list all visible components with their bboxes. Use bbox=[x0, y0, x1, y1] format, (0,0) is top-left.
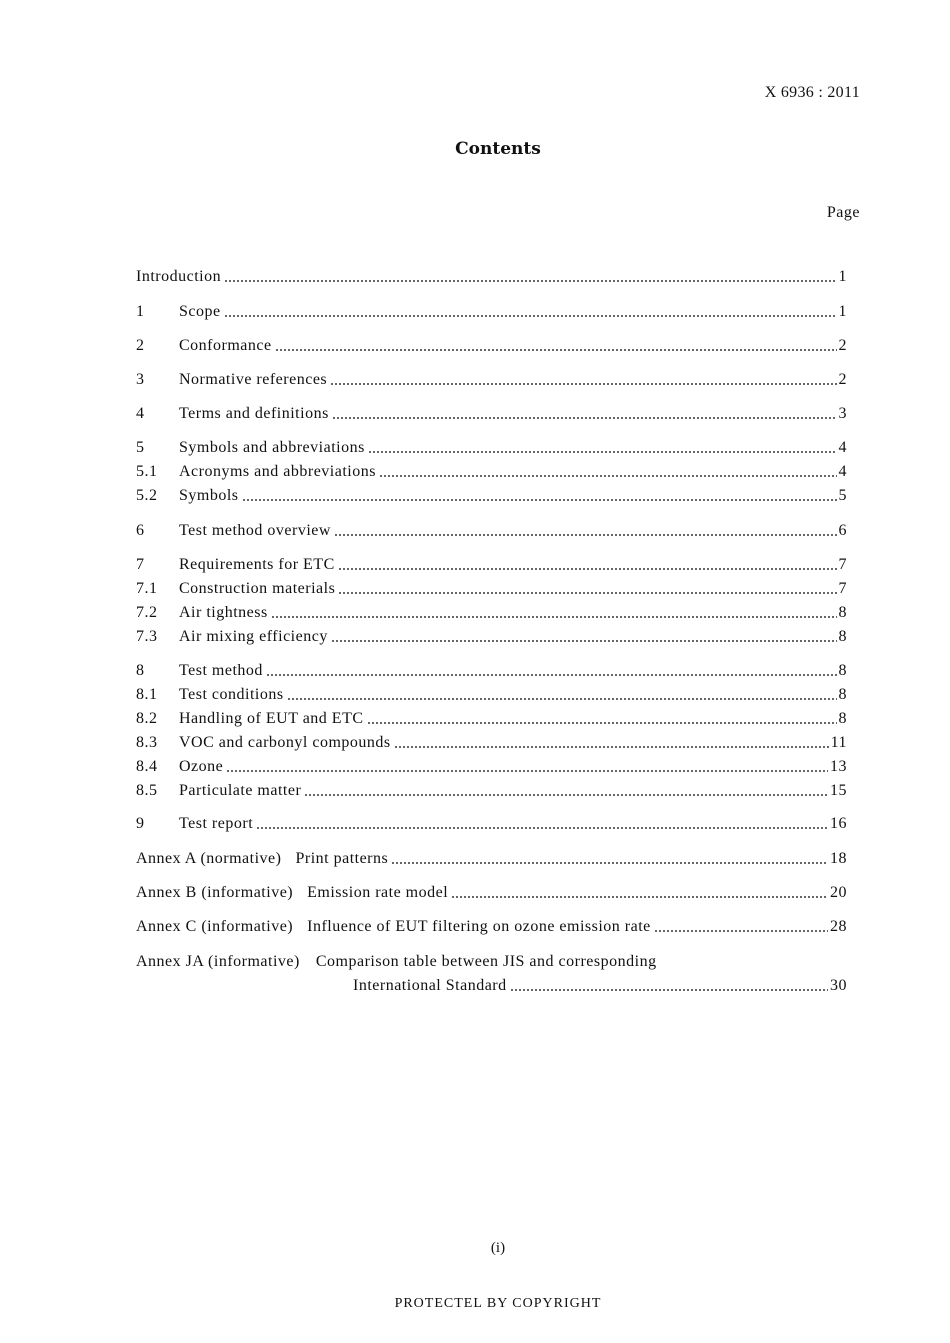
toc-entry[interactable] bbox=[136, 368, 847, 390]
toc-entry-title: Requirements for ETC bbox=[179, 556, 335, 573]
toc-entry[interactable] bbox=[136, 484, 847, 506]
dot-leader bbox=[331, 640, 837, 642]
toc-entry-page: 8 bbox=[838, 662, 847, 679]
toc-entry-page: 1 bbox=[838, 303, 847, 320]
toc-entry[interactable] bbox=[136, 625, 847, 647]
toc-entry-number: 7.1 bbox=[136, 580, 158, 597]
annex-label: Annex JA (informative) bbox=[136, 953, 300, 970]
toc-entry-page: 6 bbox=[838, 522, 847, 539]
toc-entry-page: 7 bbox=[838, 580, 847, 597]
toc-entry-number: 7 bbox=[136, 556, 145, 573]
toc-entry-number: 8 bbox=[136, 662, 145, 679]
toc-entry-title: Introduction bbox=[136, 268, 222, 285]
toc-entry-page: 2 bbox=[838, 337, 847, 354]
dot-leader bbox=[266, 674, 837, 676]
toc-entry-number: 7.3 bbox=[136, 628, 158, 645]
dot-leader bbox=[226, 770, 828, 772]
toc-entry-title: Air tightness bbox=[179, 604, 268, 621]
toc-annex-entry[interactable] bbox=[136, 847, 847, 869]
toc-entry-number: 4 bbox=[136, 405, 145, 422]
toc-entry-number: 8.3 bbox=[136, 734, 158, 751]
dot-leader bbox=[330, 383, 836, 385]
dot-leader bbox=[334, 534, 837, 536]
toc-entry[interactable] bbox=[136, 779, 847, 801]
toc-entry-page: 16 bbox=[830, 815, 847, 832]
toc-entry-page: 8 bbox=[838, 604, 847, 621]
toc-entry-number: 7.2 bbox=[136, 604, 158, 621]
annex-page: 28 bbox=[830, 918, 847, 935]
toc-annex-entry[interactable] bbox=[136, 915, 847, 937]
dot-leader bbox=[654, 930, 828, 932]
toc-entry-number: 6 bbox=[136, 522, 145, 539]
toc-annex-entry-continuation[interactable] bbox=[353, 974, 847, 996]
toc-entry-number: 8.2 bbox=[136, 710, 158, 727]
toc-entry-title: Ozone bbox=[179, 758, 224, 775]
toc-entry-title: Test method overview bbox=[179, 522, 331, 539]
toc-entry-page: 2 bbox=[838, 371, 847, 388]
toc-entry[interactable] bbox=[136, 553, 847, 575]
dot-leader bbox=[332, 417, 837, 419]
toc-entry[interactable] bbox=[136, 601, 847, 623]
dot-leader bbox=[368, 451, 837, 453]
dot-leader bbox=[394, 746, 829, 748]
toc-entry-title: Symbols bbox=[179, 487, 239, 504]
dot-leader bbox=[510, 989, 828, 991]
toc-entry-title: Test conditions bbox=[179, 686, 284, 703]
annex-page: 20 bbox=[830, 884, 847, 901]
toc-entry-page: 8 bbox=[838, 686, 847, 703]
toc-entry-title: Symbols and abbreviations bbox=[179, 439, 365, 456]
dot-leader bbox=[224, 280, 836, 282]
toc-entry[interactable] bbox=[136, 402, 847, 424]
toc-entry-page: 5 bbox=[838, 487, 847, 504]
dot-leader bbox=[379, 475, 837, 477]
annex-page: 30 bbox=[830, 977, 847, 994]
toc-entry[interactable] bbox=[136, 683, 847, 705]
dot-leader bbox=[271, 616, 837, 618]
annex-title: Emission rate model bbox=[307, 884, 449, 901]
annex-label: Annex B (informative) bbox=[136, 884, 294, 901]
page-number: (i) bbox=[490, 1240, 506, 1256]
toc-entry-number: 3 bbox=[136, 371, 145, 388]
page-column-label: Page bbox=[826, 204, 860, 221]
toc-entry-page: 11 bbox=[830, 734, 847, 751]
toc-entry[interactable] bbox=[136, 707, 847, 729]
dot-leader bbox=[256, 827, 828, 829]
annex-page: 18 bbox=[830, 850, 847, 867]
toc-entry-page: 7 bbox=[838, 556, 847, 573]
toc-entry[interactable] bbox=[136, 334, 847, 356]
toc-entry-number: 5.1 bbox=[136, 463, 158, 480]
dot-leader bbox=[287, 698, 837, 700]
toc-entry-introduction[interactable] bbox=[136, 265, 847, 287]
toc-entry-number: 8.1 bbox=[136, 686, 158, 703]
toc-entry-page: 4 bbox=[838, 463, 847, 480]
toc-entry-title: Test report bbox=[179, 815, 254, 832]
annex-title: Print patterns bbox=[295, 850, 389, 867]
dot-leader bbox=[242, 499, 837, 501]
annex-title: Influence of EUT filtering on ozone emission rate bbox=[307, 918, 651, 935]
toc-entry[interactable] bbox=[136, 300, 847, 322]
toc-entry-number: 5 bbox=[136, 439, 145, 456]
toc-entry[interactable] bbox=[136, 755, 847, 777]
annex-label: Annex C (informative) bbox=[136, 918, 294, 935]
dot-leader bbox=[275, 349, 837, 351]
toc-entry-title: Terms and definitions bbox=[179, 405, 329, 422]
toc-entry-number: 1 bbox=[136, 303, 145, 320]
toc-entry-page: 8 bbox=[838, 710, 847, 727]
toc-entry-number: 8.5 bbox=[136, 782, 158, 799]
toc-entry-page: 3 bbox=[838, 405, 847, 422]
toc-entry-title: Acronyms and abbreviations bbox=[179, 463, 376, 480]
toc-annex-entry[interactable] bbox=[136, 950, 847, 972]
toc-entry[interactable] bbox=[136, 577, 847, 599]
toc-entry-page: 8 bbox=[838, 628, 847, 645]
toc-entry-page: 4 bbox=[838, 439, 847, 456]
toc-entry-title: Conformance bbox=[179, 337, 272, 354]
toc-entry-title: Normative references bbox=[179, 371, 328, 388]
toc-entry-number: 2 bbox=[136, 337, 145, 354]
toc-entry[interactable] bbox=[136, 460, 847, 482]
toc-entry[interactable] bbox=[136, 436, 847, 458]
contents-title: Contents bbox=[455, 139, 541, 159]
toc-entry-title: VOC and carbonyl compounds bbox=[179, 734, 391, 751]
dot-leader bbox=[338, 592, 836, 594]
standard-number: X 6936 : 2011 bbox=[764, 84, 860, 101]
toc-entry-title: Construction materials bbox=[179, 580, 336, 597]
toc-entry-title: Air mixing efficiency bbox=[179, 628, 328, 645]
toc-annex-entry[interactable] bbox=[136, 881, 847, 903]
toc-entry-number: 8.4 bbox=[136, 758, 158, 775]
toc-entry-page: 13 bbox=[830, 758, 847, 775]
copyright-notice: PROTECTEL BY COPYRIGHT bbox=[394, 1296, 602, 1311]
annex-label: Annex A (normative) bbox=[136, 850, 282, 867]
toc-entry[interactable] bbox=[136, 731, 847, 753]
annex-title-line2: International Standard bbox=[353, 977, 507, 994]
dot-leader bbox=[304, 794, 828, 796]
dot-leader bbox=[367, 722, 837, 724]
toc-entry[interactable] bbox=[136, 519, 847, 541]
annex-title-line1: Comparison table between JIS and corresponding bbox=[315, 953, 657, 970]
toc-entry-title: Test method bbox=[179, 662, 263, 679]
dot-leader bbox=[451, 896, 828, 898]
toc-entry-number: 9 bbox=[136, 815, 145, 832]
dot-leader bbox=[391, 862, 828, 864]
toc-entry-title: Handling of EUT and ETC bbox=[179, 710, 364, 727]
toc-entry-number: 5.2 bbox=[136, 487, 158, 504]
toc-entry-page: 1 bbox=[838, 268, 847, 285]
toc-entry-title: Scope bbox=[179, 303, 221, 320]
toc-entry-page: 15 bbox=[830, 782, 847, 799]
toc-entry[interactable] bbox=[136, 659, 847, 681]
toc-entry[interactable] bbox=[136, 812, 847, 834]
dot-leader bbox=[224, 315, 837, 317]
toc-entry-title: Particulate matter bbox=[179, 782, 302, 799]
dot-leader bbox=[338, 568, 837, 570]
